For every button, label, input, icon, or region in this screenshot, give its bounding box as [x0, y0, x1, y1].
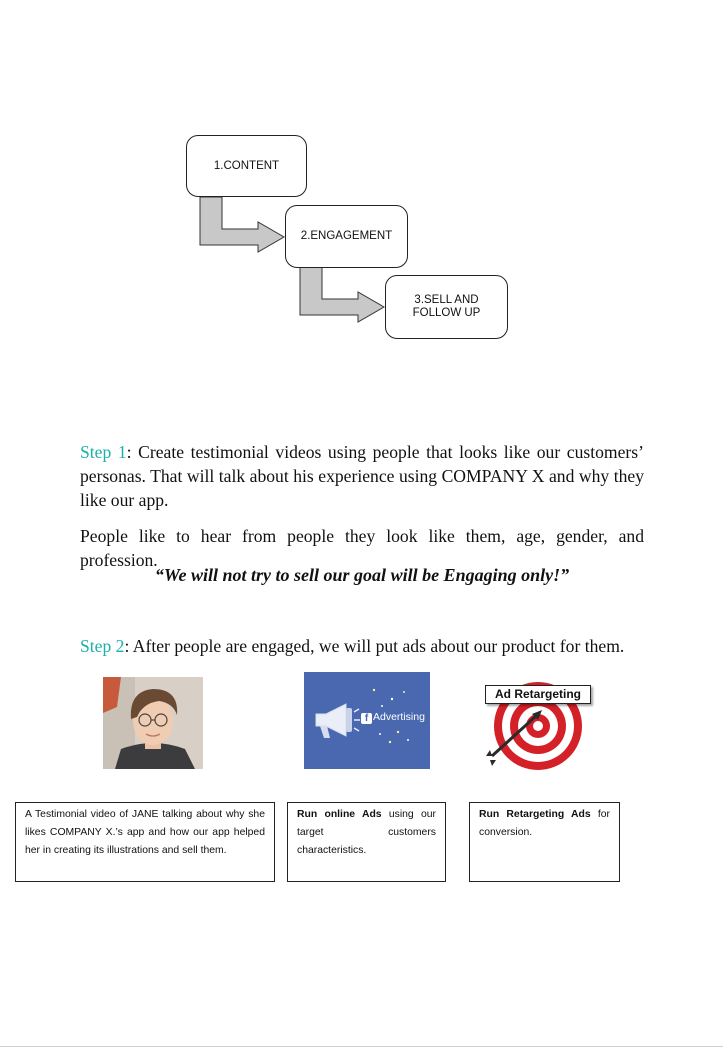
step1-paragraph — [80, 440, 644, 512]
caption-retargeting — [469, 802, 620, 882]
flow-box-sell-label: 3.SELL AND FOLLOW UP — [412, 294, 481, 319]
facebook-advertising-image — [304, 672, 430, 769]
caption-testimonial-text: A Testimonial video of JANE talking about why she likes COMPANY X.’s app and how our app helped her in creating its illustrations and sell them. — [25, 809, 265, 856]
caption-retargeting-bold: Run Retargeting Ads — [479, 809, 591, 820]
facebook-f-icon: f — [361, 713, 372, 724]
caption-online-ads-bold: Run online Ads — [297, 809, 382, 820]
quote-text: “We will not try to sell our goal will be Engaging only!” — [154, 565, 570, 585]
connector-arrow-1 — [200, 197, 284, 252]
engaging-quote — [80, 565, 644, 586]
flow-box-content-label: 1.CONTENT — [213, 159, 280, 172]
step1-label: Step 1 — [80, 442, 127, 462]
flow-diagram — [0, 0, 723, 360]
caption-retargeting-text: for conversion. — [479, 809, 610, 838]
flow-box-content — [186, 135, 307, 197]
caption-testimonial — [15, 802, 275, 882]
testimonial-portrait-image — [103, 677, 203, 769]
caption-online-ads-text: using our target customers characteristics. — [297, 809, 436, 856]
retargeting-title-text: Ad Retargeting — [494, 687, 581, 701]
megaphone-icon — [312, 702, 360, 740]
connector-arrow-2 — [300, 267, 384, 322]
people-text: People like to hear from people they look like them, age, gender, and profession. — [80, 526, 644, 570]
retargeting-title-label — [485, 685, 591, 704]
step2-text: : After people are engaged, we will put ads about our product for them. — [124, 636, 625, 656]
facebook-ad-text: Advertising — [373, 711, 425, 723]
caption-online-ads — [287, 802, 446, 882]
step2-label: Step 2 — [80, 636, 125, 656]
step1-text: : Create testimonial videos using people that looks like our customers’ personas. That will talk about his experience using COMPANY X and why they like our app. — [80, 442, 644, 510]
page-bottom-divider — [0, 1046, 723, 1047]
step2-paragraph — [80, 634, 644, 658]
flow-box-engagement-label: 2.ENGAGEMENT — [300, 230, 393, 242]
flow-box-engagement — [285, 205, 408, 268]
flow-box-sell-follow-up — [385, 275, 508, 339]
